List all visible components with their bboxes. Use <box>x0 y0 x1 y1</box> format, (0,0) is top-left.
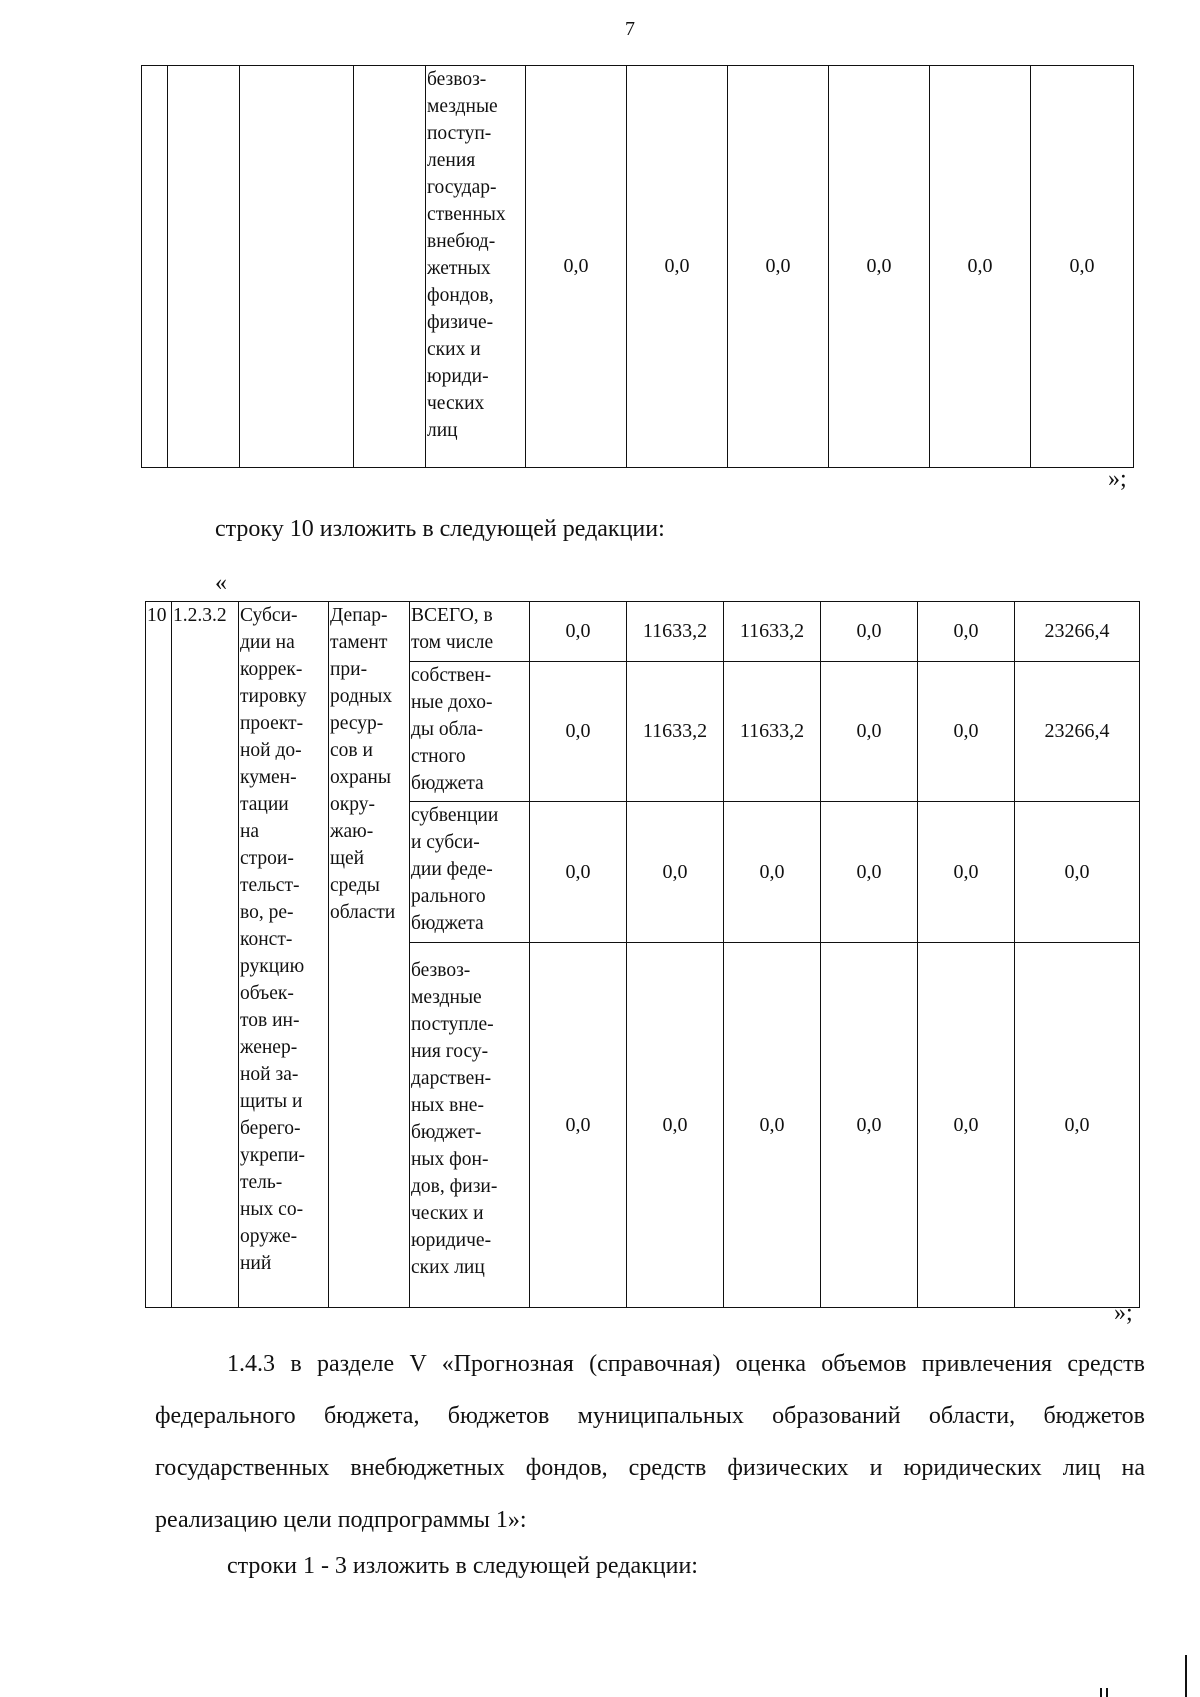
closing-quote: »; <box>1108 466 1127 492</box>
paragraph-1-4-3: 1.4.3 в разделе V «Прогнозная (справочная) оценка объемов привлечения средств федерального бюджета, бюджетов муниципальных образований области, бюджетов государственных внебюджетных фондов, средств физических и юридических лиц на реализацию цели подпрограммы 1»: <box>155 1351 1145 1533</box>
cell-value: 0,0 <box>918 802 1015 943</box>
scan-edge-mark <box>1106 1688 1108 1697</box>
cell-source: безвоз- мездные поступле- ния госу- дарствен- ных вне- бюджет- ных фон- дов, физи- ческих и юридиче- ских лиц <box>410 943 530 1308</box>
cell-source: ВСЕГО, в том числе <box>410 602 530 662</box>
cell-value: 23266,4 <box>1015 602 1140 662</box>
cell-value: 11633,2 <box>724 662 821 802</box>
table-row <box>142 66 1134 468</box>
cell-value: 11633,2 <box>724 602 821 662</box>
cell-value: 0,0 <box>724 943 821 1308</box>
cell-value: 0,0 <box>627 802 724 943</box>
cell-value: 0,0 <box>829 66 930 468</box>
cell-value: 0,0 <box>821 662 918 802</box>
cell-value: 11633,2 <box>627 602 724 662</box>
cell-value: 0,0 <box>530 602 627 662</box>
table-row10 <box>145 601 1140 1308</box>
cell-value: 0,0 <box>530 943 627 1308</box>
cell-value: 0,0 <box>627 66 728 468</box>
cell-value: 0,0 <box>918 662 1015 802</box>
cell-code: 1.2.3.2 <box>172 602 239 1308</box>
cell-value: 0,0 <box>627 943 724 1308</box>
table-continuation <box>141 65 1134 468</box>
table-row <box>146 602 1140 662</box>
cell-value: 0,0 <box>530 662 627 802</box>
cell-executor <box>354 66 426 468</box>
cell-value: 23266,4 <box>1015 662 1140 802</box>
cell-num <box>142 66 168 468</box>
cell-value: 0,0 <box>728 66 829 468</box>
cell-source: безвоз- мездные поступ- ления государ- ственных внебюд- жетных фондов, физиче- ских и юриди- ческих лиц <box>426 66 526 468</box>
cell-name <box>240 66 354 468</box>
scan-edge-mark <box>1185 1655 1187 1697</box>
cell-value: 0,0 <box>1015 943 1140 1308</box>
cell-value: 0,0 <box>530 802 627 943</box>
page-number: 7 <box>625 18 635 40</box>
paragraph-rows-1-3: строки 1 - 3 изложить в следующей редакции: <box>227 1553 698 1579</box>
cell-name: Субси- дии на коррек- тировку проект- ной до- кумен- тации на строи- тельст- во, ре- конст- рукцию объек- тов ин- женер- ной за- щиты и берего- укрепи- тель- ных со- оруже- ний <box>239 602 329 1308</box>
cell-value: 0,0 <box>724 802 821 943</box>
cell-value: 0,0 <box>1015 802 1140 943</box>
cell-value: 0,0 <box>1031 66 1134 468</box>
cell-value: 0,0 <box>918 602 1015 662</box>
scan-edge-mark <box>1100 1688 1102 1697</box>
opening-quote: « <box>215 570 227 596</box>
cell-value: 0,0 <box>918 943 1015 1308</box>
cell-value: 11633,2 <box>627 662 724 802</box>
cell-value: 0,0 <box>821 602 918 662</box>
cell-source: субвенции и субси- дии феде- рального бюджета <box>410 802 530 943</box>
cell-row-number: 10 <box>146 602 172 1308</box>
instruction-row10: строку 10 изложить в следующей редакции: <box>215 516 665 542</box>
cell-value: 0,0 <box>526 66 627 468</box>
closing-quote: »; <box>1114 1300 1133 1326</box>
cell-executor: Депар- тамент при- родных ресур- сов и охраны окру- жаю- щей среды области <box>329 602 410 1308</box>
cell-value: 0,0 <box>821 943 918 1308</box>
cell-value: 0,0 <box>930 66 1031 468</box>
cell-value: 0,0 <box>821 802 918 943</box>
cell-code <box>168 66 240 468</box>
cell-source: собствен- ные дохо- ды обла- стного бюджета <box>410 662 530 802</box>
